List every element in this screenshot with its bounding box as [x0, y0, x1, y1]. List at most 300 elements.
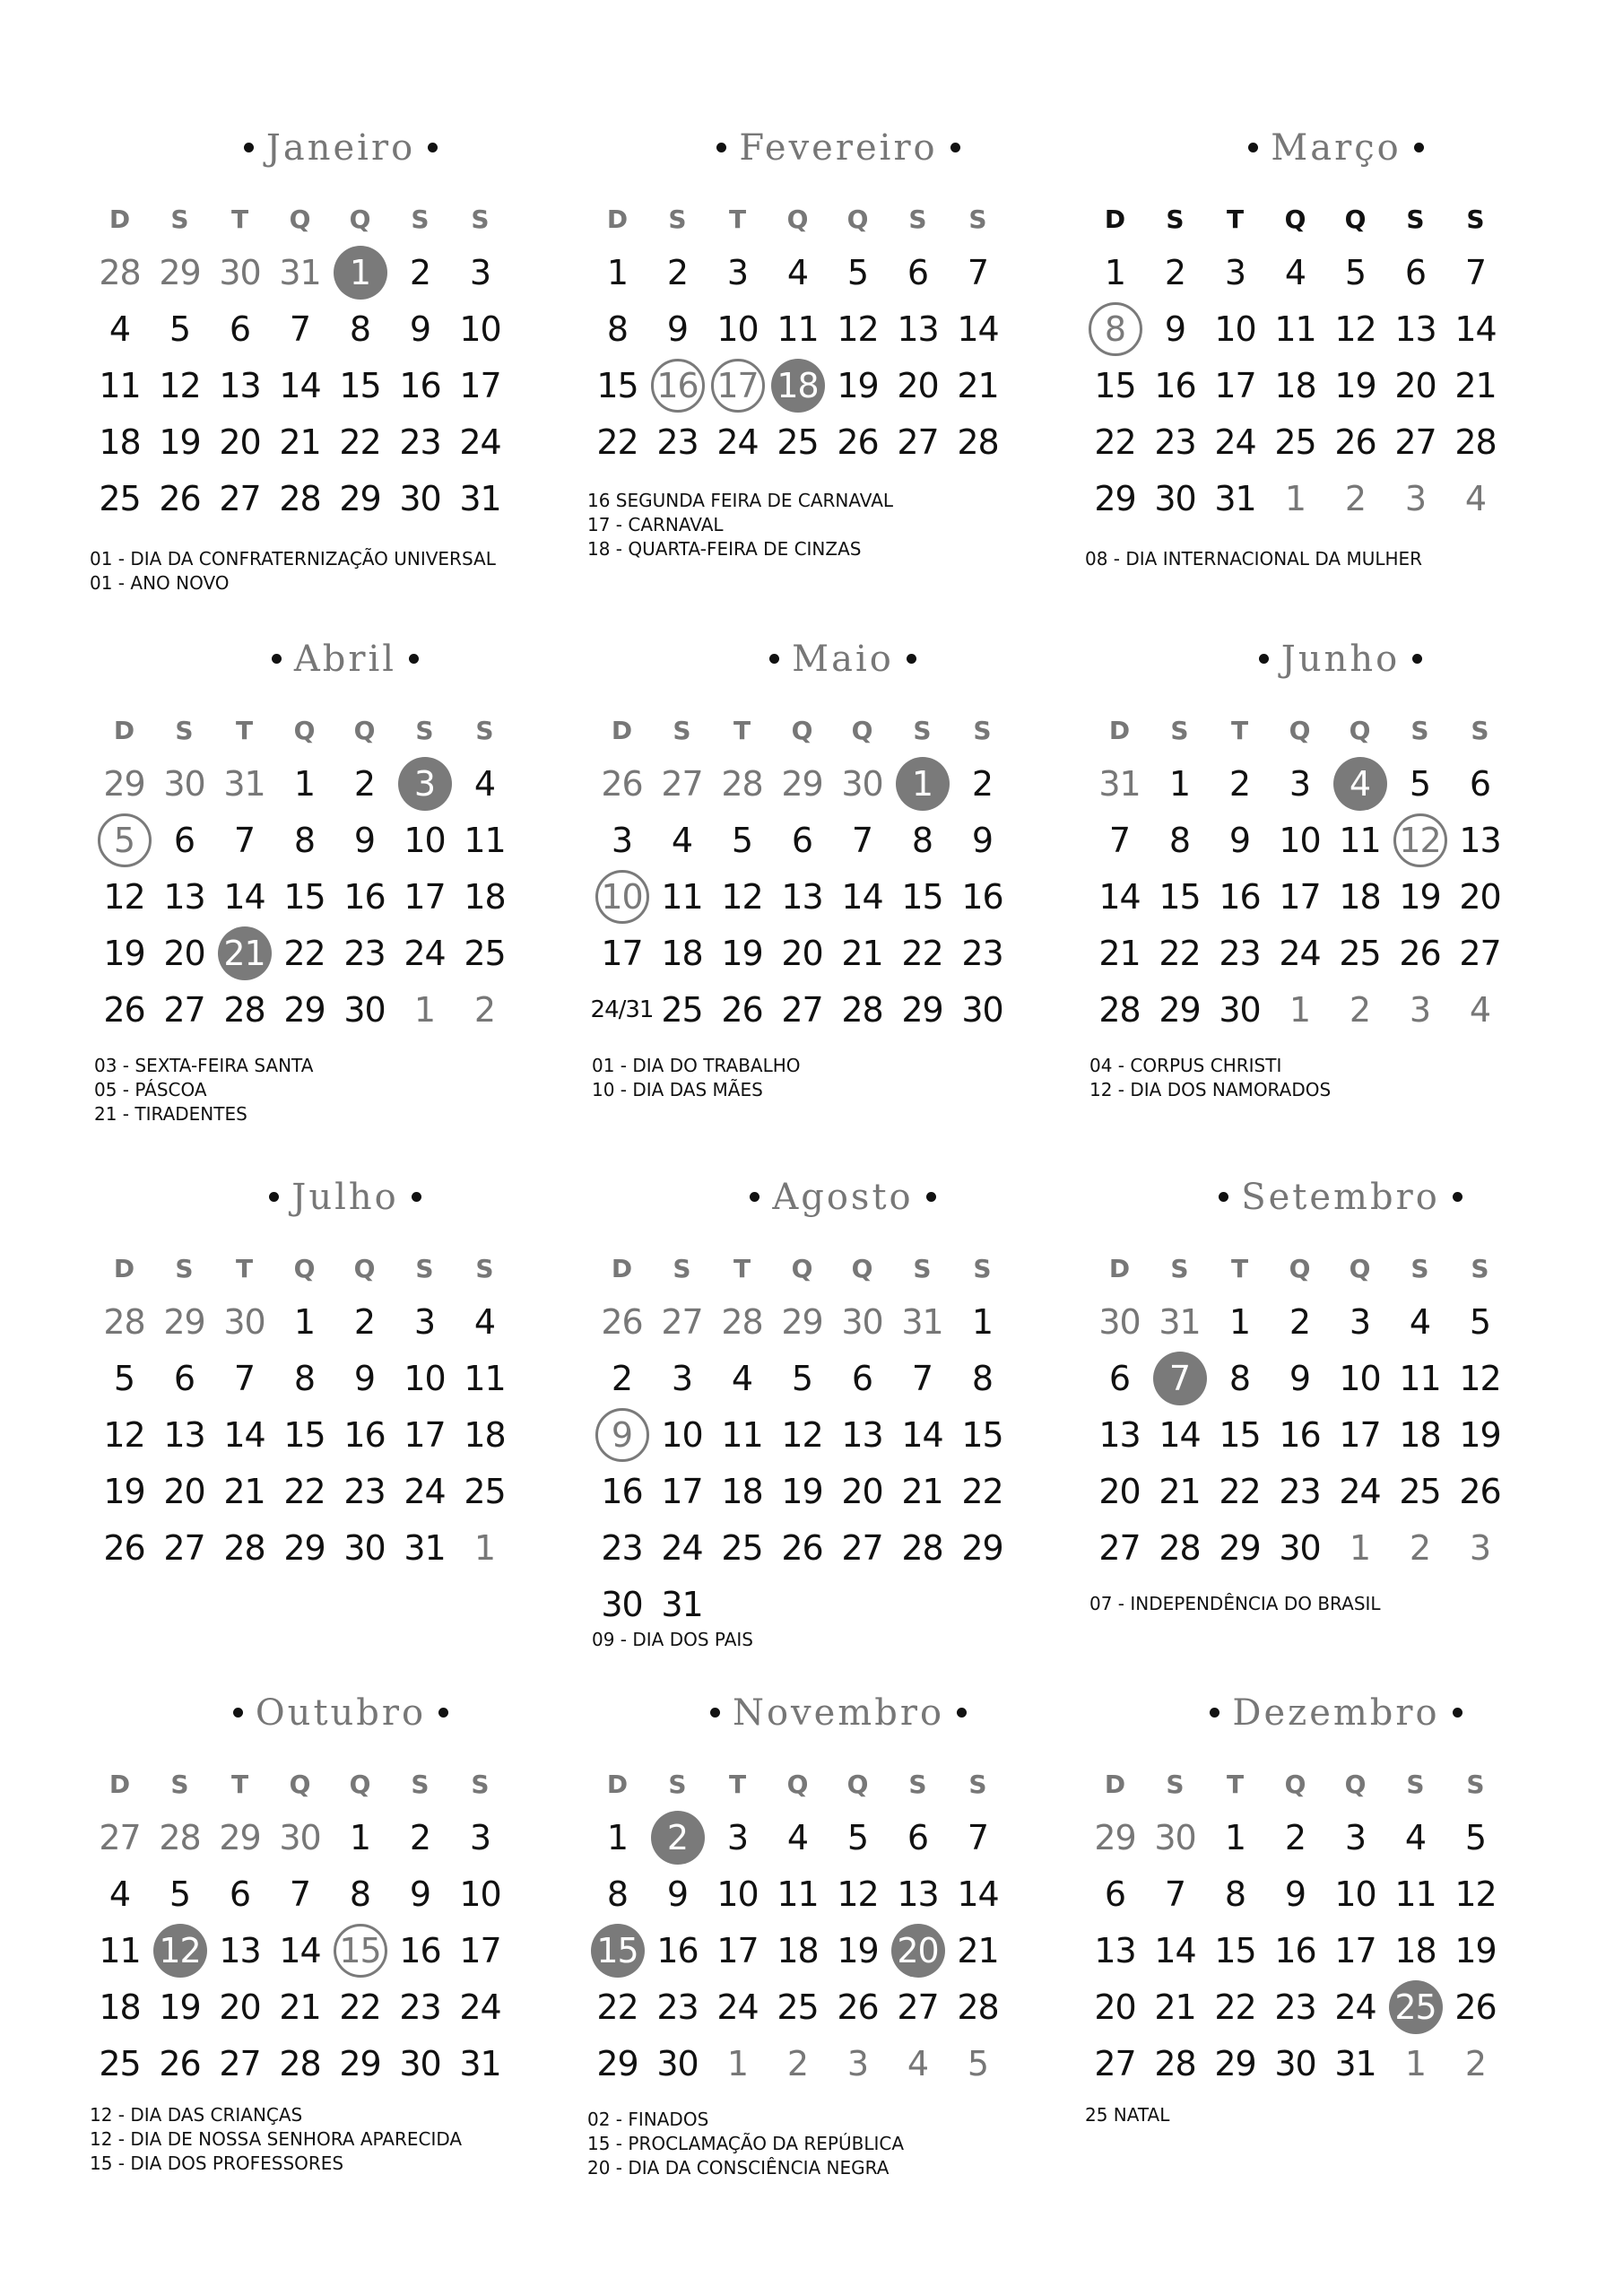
adjacent-month-day [1390, 1519, 1450, 1576]
day-number: 12 [837, 309, 879, 349]
day-number: 26 [601, 763, 643, 804]
day-cell [1210, 755, 1270, 812]
weekday-label: Q [1349, 1254, 1371, 1283]
day-number: 6 [907, 1817, 929, 1857]
day-number: 2 [353, 763, 376, 804]
holiday-notes [90, 547, 496, 596]
day-cell [1085, 357, 1145, 413]
day-number: 10 [404, 820, 446, 860]
day-cell [707, 413, 768, 470]
holiday-day [1390, 812, 1450, 868]
day-number: 10 [404, 1358, 446, 1398]
day-cell [214, 1519, 274, 1576]
day-number: 11 [1339, 820, 1381, 860]
month-dezembro [1085, 1691, 1587, 2211]
day-number: 13 [1459, 820, 1501, 860]
month-setembro [1089, 1175, 1592, 1695]
day-cell [1325, 413, 1385, 470]
adjacent-month-day [1385, 470, 1445, 526]
day-cell [828, 1922, 888, 1979]
day-number: 2 [1464, 2043, 1487, 2083]
weekday-label: Q [293, 1254, 316, 1283]
day-number: 5 [1409, 763, 1431, 804]
day-number: 25 [464, 1471, 506, 1511]
day-number: 18 [1394, 1930, 1436, 1970]
day-number: 27 [1394, 422, 1436, 462]
day-cell [772, 981, 832, 1038]
day-number: 28 [223, 1527, 265, 1568]
day-cell [1145, 357, 1205, 413]
day-number: 7 [289, 1874, 311, 1914]
holiday-notes [1089, 1054, 1331, 1102]
day-cell [1265, 1809, 1325, 1866]
day-cell [952, 1293, 1012, 1350]
day-cell [1210, 925, 1270, 981]
weekday-label: S [475, 716, 494, 745]
day-number: 23 [343, 933, 386, 973]
day-cell [390, 357, 450, 413]
adjacent-month-day [455, 1519, 515, 1576]
day-number: 17 [459, 1930, 501, 1970]
day-cell [334, 755, 395, 812]
bullet-icon [716, 143, 726, 152]
weekday-label: Q [1344, 1770, 1367, 1799]
day-number: 10 [459, 309, 501, 349]
day-number: 22 [1219, 1471, 1261, 1511]
day-number: 10 [661, 1414, 703, 1455]
weekday-label: D [1108, 1254, 1131, 1283]
day-number: 9 [409, 309, 431, 349]
weekday-label: Q [349, 204, 371, 234]
day-number: 11 [1394, 1874, 1436, 1914]
bullet-icon [233, 1708, 243, 1718]
day-number: 25 [1274, 422, 1316, 462]
day-number: 1 [726, 2043, 749, 2083]
holiday-note: 18 - QUARTA-FEIRA DE CINZAS [587, 538, 862, 560]
day-cell [892, 1463, 952, 1519]
day-cell [948, 413, 1008, 470]
day-cell [892, 1350, 952, 1406]
adjacent-month-day [1330, 1519, 1390, 1576]
month-março [1085, 126, 1587, 646]
day-cell [832, 812, 892, 868]
day-number: 26 [837, 1987, 879, 2027]
adjacent-month-day [154, 755, 214, 812]
day-number: 23 [1279, 1471, 1321, 1511]
day-number: 15 [339, 365, 381, 405]
weekday-label: D [611, 1254, 633, 1283]
day-number: 27 [99, 1817, 141, 1857]
day-number: 13 [897, 309, 939, 349]
day-number: 31 [404, 1527, 446, 1568]
month-name: Dezembro [1232, 1692, 1440, 1734]
weekday-label: T [1230, 1254, 1249, 1283]
adjacent-month-day [652, 1293, 712, 1350]
day-number: 11 [464, 820, 506, 860]
day-number: 12 [721, 876, 763, 917]
day-number: 25 [777, 1987, 819, 2027]
day-number: 5 [846, 252, 869, 292]
day-cell [1270, 868, 1330, 925]
day-cell [1205, 413, 1265, 470]
day-cell [270, 2035, 330, 2092]
day-cell [330, 357, 390, 413]
day-cell [892, 868, 952, 925]
holiday-marker-filled: 1 [896, 757, 950, 811]
weekday-label: S [908, 1770, 927, 1799]
day-number: 14 [1159, 1414, 1201, 1455]
day-cell [1085, 244, 1145, 300]
weekday-label: S [415, 716, 434, 745]
weekday-label: D [606, 1770, 629, 1799]
day-cell [652, 1350, 712, 1406]
day-number: 2 [666, 252, 689, 292]
day-number: 23 [961, 933, 1003, 973]
day-number: 13 [1094, 1930, 1136, 1970]
day-number: 16 [601, 1471, 643, 1511]
holiday-note: 01 - ANO NOVO [90, 572, 230, 594]
adjacent-month-day [90, 1809, 150, 1866]
day-number: 31 [1214, 478, 1256, 518]
day-cell [270, 1922, 330, 1979]
adjacent-month-day [1265, 470, 1325, 526]
day-cell [334, 925, 395, 981]
day-cell [892, 812, 952, 868]
day-number: 16 [399, 365, 441, 405]
day-cell [390, 300, 450, 357]
day-cell [1325, 1922, 1385, 1979]
day-number: 26 [601, 1301, 643, 1342]
day-cell [1450, 1293, 1510, 1350]
day-number: 7 [1464, 252, 1487, 292]
day-number: 3 [726, 1817, 749, 1857]
day-cell [334, 981, 395, 1038]
day-cell [652, 1406, 712, 1463]
holiday-day [587, 1922, 647, 1979]
day-number: 24 [1334, 1987, 1376, 2027]
day-cell [1270, 755, 1330, 812]
holiday-notes [1085, 547, 1422, 571]
holiday-day [150, 1922, 210, 1979]
day-cell [888, 244, 948, 300]
day-cell [1445, 413, 1506, 470]
weekday-label: T [230, 204, 249, 234]
day-cell [1270, 812, 1330, 868]
day-cell [832, 1463, 892, 1519]
day-number: 8 [293, 1358, 316, 1398]
day-number: 20 [163, 1471, 205, 1511]
holiday-marker-outline: 5 [98, 813, 152, 867]
weekday-label: S [175, 1254, 194, 1283]
day-cell [948, 300, 1008, 357]
day-cell [948, 1866, 1008, 1922]
day-number: 20 [1459, 876, 1501, 917]
day-number: 21 [1454, 365, 1497, 405]
holiday-note: 15 - PROCLAMAÇÃO DA REPÚBLICA [587, 2133, 905, 2154]
adjacent-month-day [1385, 2035, 1445, 2092]
weekday-header [592, 713, 1012, 749]
day-cell [450, 1922, 510, 1979]
day-cell [772, 1350, 832, 1406]
day-cell [1210, 1463, 1270, 1519]
day-number: 2 [1349, 989, 1371, 1030]
day-number: 29 [103, 763, 145, 804]
day-cell [210, 1866, 270, 1922]
day-number: 12 [103, 876, 145, 917]
day-number: 26 [1459, 1471, 1501, 1511]
day-cell [768, 1979, 828, 2035]
day-cell [150, 413, 210, 470]
day-cell [1325, 357, 1385, 413]
adjacent-month-day [154, 1293, 214, 1350]
day-number: 11 [99, 365, 141, 405]
day-number: 30 [343, 1527, 386, 1568]
day-number: 30 [399, 478, 441, 518]
day-number: 20 [219, 422, 261, 462]
day-cell [94, 1350, 154, 1406]
day-number: 17 [661, 1471, 703, 1511]
day-number: 24 [404, 933, 446, 973]
holiday-day [330, 1922, 390, 1979]
day-cell [888, 413, 948, 470]
day-number: 19 [1399, 876, 1441, 917]
holiday-day [768, 357, 828, 413]
weekday-label: T [728, 1770, 747, 1799]
adjacent-month-day [1445, 2035, 1506, 2092]
day-cell [90, 1866, 150, 1922]
weekday-label: S [913, 1254, 932, 1283]
day-number: 13 [1394, 309, 1436, 349]
day-cell [1205, 300, 1265, 357]
adjacent-month-day [768, 2035, 828, 2092]
day-number: 3 [1344, 1817, 1367, 1857]
day-cell [450, 470, 510, 526]
weekday-label: S [1466, 1770, 1485, 1799]
day-cell [952, 981, 1012, 1038]
day-number: 28 [957, 422, 999, 462]
day-cell [707, 1922, 768, 1979]
day-cell [1385, 300, 1445, 357]
adjacent-month-day [214, 1293, 274, 1350]
day-cell [210, 2035, 270, 2092]
day-number: 16 [1219, 876, 1261, 917]
day-number: 29 [961, 1527, 1003, 1568]
day-cell [450, 300, 510, 357]
day-number: 25 [464, 933, 506, 973]
holiday-note: 09 - DIA DOS PAIS [592, 1629, 753, 1650]
day-number: 20 [781, 933, 823, 973]
day-cell [330, 300, 390, 357]
day-cell [1325, 1979, 1385, 2035]
day-cell [768, 413, 828, 470]
day-cell [948, 244, 1008, 300]
holiday-marker-outline: 17 [711, 359, 765, 413]
adjacent-month-day [1270, 981, 1330, 1038]
day-cell [1150, 812, 1210, 868]
day-number: 9 [666, 309, 689, 349]
bullet-icon [412, 1192, 421, 1202]
holiday-note: 01 - DIA DO TRABALHO [592, 1055, 801, 1076]
weekday-label: D [611, 716, 633, 745]
weekday-label: Q [846, 204, 869, 234]
holiday-marker-filled: 2 [651, 1811, 705, 1865]
day-cell [1330, 1463, 1390, 1519]
weekday-label: D [113, 716, 135, 745]
day-number: 19 [837, 365, 879, 405]
day-cell [1205, 357, 1265, 413]
day-number: 29 [1159, 989, 1201, 1030]
day-number: 22 [339, 1987, 381, 2027]
day-number: 4 [671, 820, 693, 860]
day-number: 27 [781, 989, 823, 1030]
day-cell [1150, 868, 1210, 925]
month-junho [1089, 637, 1592, 1157]
weekday-label: S [908, 204, 927, 234]
day-cell [1390, 925, 1450, 981]
day-cell [1385, 1809, 1445, 1866]
day-cell [828, 300, 888, 357]
day-cell [274, 1406, 334, 1463]
weekday-label: T [733, 716, 751, 745]
day-number: 3 [1349, 1301, 1371, 1342]
holiday-note: 01 - DIA DA CONFRATERNIZAÇÃO UNIVERSAL [90, 548, 496, 570]
day-number: 16 [399, 1930, 441, 1970]
day-number: 30 [1154, 1817, 1196, 1857]
day-cell [1330, 925, 1390, 981]
adjacent-month-day [948, 2035, 1008, 2092]
day-cell [1450, 812, 1510, 868]
day-cell [334, 868, 395, 925]
day-number: 21 [1154, 1987, 1196, 2027]
weekday-label: S [973, 716, 992, 745]
day-number: 18 [777, 1930, 819, 1970]
day-number: 4 [108, 1874, 131, 1914]
day-number: 13 [219, 1930, 261, 1970]
weekday-header [1085, 1767, 1506, 1803]
day-cell [1385, 1922, 1445, 1979]
day-number: 11 [464, 1358, 506, 1398]
day-cell [832, 981, 892, 1038]
day-number: 27 [1094, 2043, 1136, 2083]
day-cell [832, 925, 892, 981]
month-name: Julho [291, 1177, 399, 1218]
day-number: 5 [1469, 1301, 1491, 1342]
day-grid [90, 244, 510, 526]
day-number: 25 [777, 422, 819, 462]
day-cell [652, 868, 712, 925]
day-cell [888, 300, 948, 357]
day-number: 20 [897, 365, 939, 405]
bullet-icon [1219, 1192, 1228, 1202]
day-cell [1210, 812, 1270, 868]
day-cell [395, 812, 455, 868]
bullet-icon [957, 1708, 967, 1718]
day-cell [334, 1519, 395, 1576]
day-number: 5 [1464, 1817, 1487, 1857]
day-number: 1 [1349, 1527, 1371, 1568]
day-grid [592, 1293, 1012, 1632]
day-cell [395, 1519, 455, 1576]
month-title [1085, 126, 1587, 170]
day-number: 31 [901, 1301, 943, 1342]
month-name: Outubro [255, 1692, 427, 1734]
holiday-marker-filled: 4 [1333, 757, 1387, 811]
day-number: 14 [841, 876, 883, 917]
day-cell [1205, 1979, 1265, 2035]
day-number: 24 [459, 1987, 501, 2027]
day-cell [652, 1576, 712, 1632]
day-number: 3 [469, 252, 491, 292]
day-number: 28 [1154, 2043, 1196, 2083]
holiday-day [1150, 1350, 1210, 1406]
day-cell [952, 925, 1012, 981]
day-cell [1330, 1293, 1390, 1350]
day-cell [274, 1463, 334, 1519]
bullet-icon [1248, 143, 1258, 152]
adjacent-month-day [772, 755, 832, 812]
day-cell [1089, 1350, 1150, 1406]
day-number: 1 [293, 1301, 316, 1342]
adjacent-month-day [1089, 755, 1150, 812]
day-number: 30 [1279, 1527, 1321, 1568]
day-number: 28 [841, 989, 883, 1030]
day-cell [1210, 868, 1270, 925]
day-cell [712, 868, 772, 925]
day-number: 4 [1409, 1301, 1431, 1342]
weekday-label: Q [1349, 716, 1371, 745]
day-number: 30 [841, 763, 883, 804]
day-grid [94, 755, 515, 1038]
weekday-label: Q [353, 1254, 376, 1283]
holiday-note: 07 - INDEPENDÊNCIA DO BRASIL [1089, 1593, 1381, 1614]
day-number: 29 [339, 2043, 381, 2083]
adjacent-month-day [1145, 1809, 1205, 1866]
day-cell [1089, 981, 1150, 1038]
day-number: 20 [163, 933, 205, 973]
day-number: 1 [349, 1817, 371, 1857]
day-number: 14 [279, 1930, 321, 1970]
day-number: 4 [473, 1301, 496, 1342]
month-janeiro [90, 126, 592, 646]
day-number: 10 [459, 1874, 501, 1914]
day-cell [1150, 1463, 1210, 1519]
day-cell [330, 1979, 390, 2035]
day-number: 15 [901, 876, 943, 917]
day-number: 30 [841, 1301, 883, 1342]
day-cell [90, 2035, 150, 2092]
holiday-notes [592, 1628, 753, 1652]
day-number: 30 [223, 1301, 265, 1342]
holiday-day [892, 755, 952, 812]
day-number: 29 [163, 1301, 205, 1342]
holiday-marker-filled: 20 [891, 1924, 945, 1978]
day-number: 19 [721, 933, 763, 973]
day-number: 21 [901, 1471, 943, 1511]
day-number: 24 [1279, 933, 1321, 973]
day-number: 30 [656, 2043, 699, 2083]
day-number: 17 [601, 933, 643, 973]
adjacent-month-day [270, 1809, 330, 1866]
day-cell [1265, 1866, 1325, 1922]
day-cell [712, 1463, 772, 1519]
day-cell [1450, 925, 1510, 981]
day-grid [592, 755, 1012, 1038]
adjacent-month-day [832, 1293, 892, 1350]
weekday-label: T [235, 716, 254, 745]
holiday-note: 05 - PÁSCOA [94, 1079, 207, 1100]
day-cell [652, 812, 712, 868]
day-cell [592, 1463, 652, 1519]
